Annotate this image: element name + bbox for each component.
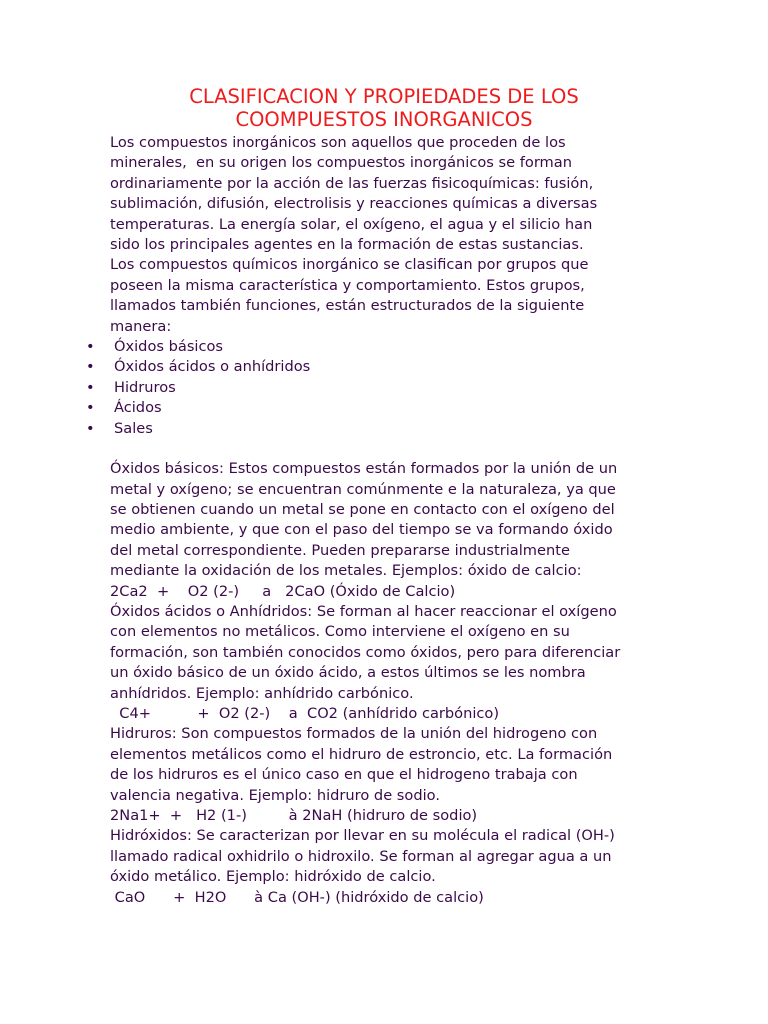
list-item-label: Sales — [114, 419, 153, 437]
text-line: se obtienen cuando un metal se pone en contacto con el oxígeno del — [110, 500, 615, 518]
list-item — [86, 398, 670, 418]
intro-paragraph — [110, 133, 670, 337]
bullet-icon: • — [86, 399, 95, 417]
title-line-1: CLASIFICACION Y PROPIEDADES DE LOS — [189, 85, 579, 108]
text-line: valencia negativa. Ejemplo: hidruro de sodio. — [110, 786, 440, 804]
list-item-label: Hidruros — [114, 378, 176, 396]
text-line: Hidruros: Son compuestos formados de la unión del hidrogeno con — [110, 725, 598, 743]
equation-line: 2Na1+ + H2 (1-) à 2NaH (hidruro de sodio) — [110, 807, 478, 824]
list-item — [86, 357, 670, 377]
equation-line: C4+ + O2 (2-) a CO2 (anhídrido carbónico) — [110, 704, 500, 722]
text-line: mediante la oxidación de los metales. Ejemplos: óxido de calcio: — [110, 562, 582, 580]
text-line: ordinariamente por la acción de las fuerzas fisicoquímicas: fusión, — [110, 174, 594, 192]
list-item — [86, 378, 670, 398]
text-line: Óxidos ácidos o Anhídridos: Se forman al hacer reaccionar el oxígeno — [110, 602, 617, 620]
text-line: del metal correspondiente. Pueden prepararse industrialmente — [110, 541, 570, 559]
text-line: Óxidos básicos: Estos compuestos están formados por la unión de un — [110, 460, 618, 478]
text-line: Los compuestos químicos inorgánico se clasifican por grupos que — [110, 256, 589, 274]
text-line: sido los principales agentes en la formación de estas sustancias. — [110, 236, 584, 254]
bullet-icon: • — [86, 338, 95, 356]
list-item — [86, 337, 670, 357]
detail-paragraph — [110, 459, 670, 908]
title-line-2: COOMPUESTOS INORGANICOS — [235, 108, 533, 131]
bullet-icon: • — [86, 378, 95, 396]
text-line: Los compuestos inorgánicos son aquellos que proceden de los — [110, 134, 566, 151]
text-line: minerales, en su origen los compuestos inorgánicos se forman — [110, 154, 572, 172]
text-line: poseen la misma característica y comportamiento. Estos grupos, — [110, 276, 585, 294]
text-line: de los hidruros es el único caso en que el hidrogeno trabaja con — [110, 766, 578, 784]
list-item-label: Ácidos — [114, 399, 162, 417]
text-line: medio ambiente, y que con el paso del tiempo se va formando óxido — [110, 521, 613, 539]
text-line: sublimación, difusión, electrolisis y reacciones químicas a diversas — [110, 195, 598, 213]
text-line: anhídridos. Ejemplo: anhídrido carbónico. — [110, 684, 414, 702]
text-line: llamado radical oxhidrilo o hidroxilo. Se forman al agregar agua a un — [110, 847, 612, 865]
text-line: un óxido básico de un óxido ácido, a estos últimos se les nombra — [110, 664, 586, 682]
list-item-label: Óxidos ácidos o anhídridos — [114, 358, 311, 376]
text-line: elementos metálicos como el hidruro de estroncio, etc. La formación — [110, 745, 613, 763]
text-line: metal y oxígeno; se encuentran comúnmente e la naturaleza, ya que — [110, 480, 616, 498]
paragraph-spacer — [110, 439, 670, 459]
text-line: llamados también funciones, están estructurados de la siguiente — [110, 297, 585, 315]
equation-line: 2Ca2 + O2 (2-) a 2CaO (Óxido de Calcio) — [110, 582, 456, 600]
text-line: manera: — [110, 317, 172, 335]
document-title — [100, 85, 668, 131]
text-line: óxido metálico. Ejemplo: hidróxido de calcio. — [110, 868, 436, 886]
text-line: Hidróxidos: Se caracterizan por llevar en su molécula el radical (OH-) — [110, 827, 615, 845]
bullet-icon: • — [86, 419, 95, 437]
equation-line: CaO + H2O à Ca (OH-) (hidróxido de calcio) — [110, 888, 484, 906]
list-item — [86, 419, 670, 439]
document-body — [86, 133, 670, 908]
text-line: temperaturas. La energía solar, el oxígeno, el agua y el silicio han — [110, 215, 593, 233]
compound-list — [86, 337, 670, 439]
text-line: con elementos no metálicos. Como interviene el oxígeno en su — [110, 623, 570, 641]
list-item-label: Óxidos básicos — [114, 338, 224, 356]
text-line: formación, son también conocidos como óxidos, pero para diferenciar — [110, 643, 621, 661]
bullet-icon: • — [86, 358, 95, 376]
